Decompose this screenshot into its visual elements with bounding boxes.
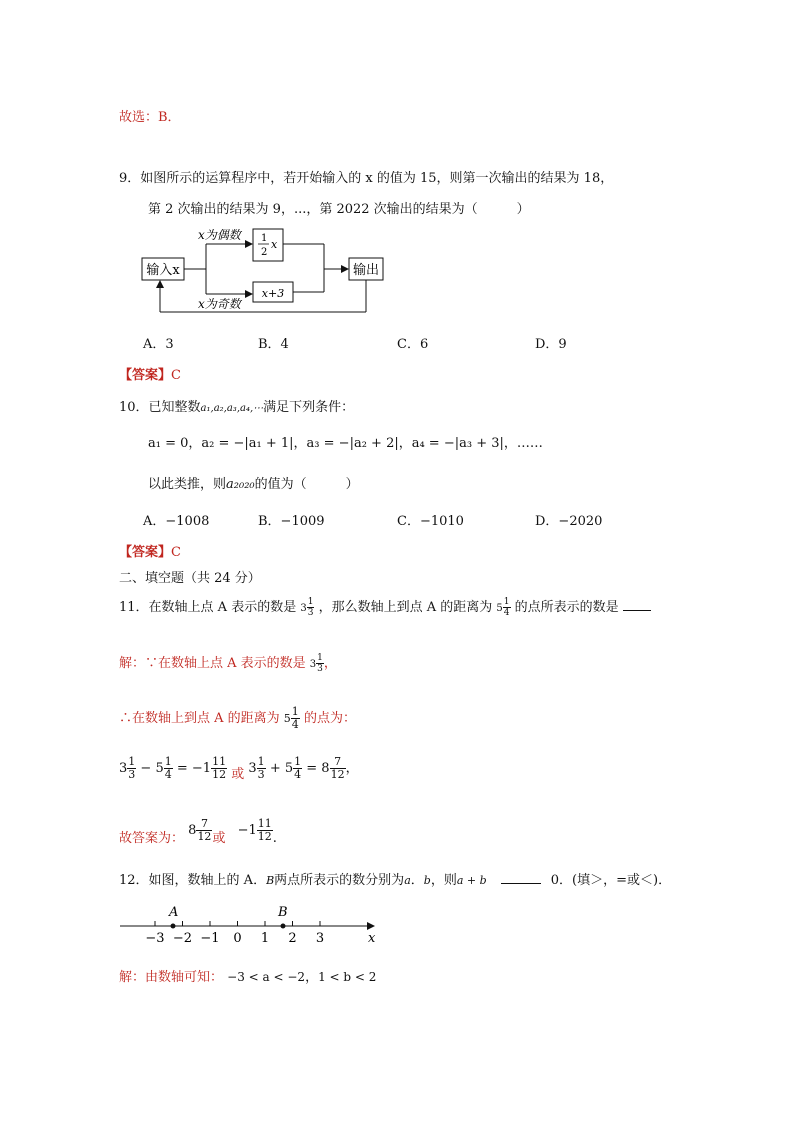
q12-then: ，则 [430, 873, 457, 888]
q9-stem-line2: 第 2 次输出的结果为 9，...，第 2022 次输出的结果为（ ） [148, 202, 530, 217]
mixed-3-1-3 [119, 756, 136, 781]
q11-calculation [119, 756, 359, 782]
q11-stem-head: 11．在数轴上点 A 表示的数是 [119, 600, 297, 615]
q10-line3-tail: 的值为（ ） [254, 477, 359, 492]
half-num: 1 [261, 233, 268, 244]
equals-eight: = 8 [306, 761, 330, 776]
whole: 3 [309, 659, 317, 670]
whole: 5 [496, 603, 503, 614]
q12-stem-mid: 两点所表示的数分别为 [274, 873, 405, 888]
q10-line3-head: 以此类推，则 [148, 477, 227, 492]
whole: 3 [119, 761, 128, 776]
q12-number-line [118, 900, 383, 948]
section-heading: 二、填空题（共 24 分） [119, 571, 261, 586]
numerator: 1 [307, 597, 314, 607]
sol-tail: 的点为： [303, 711, 356, 726]
axis-x-label: x [368, 931, 376, 946]
input-box-label: 输入x [146, 263, 180, 278]
half-var: x [271, 238, 278, 251]
q10-option-c: C．−1010 [397, 514, 464, 529]
minus-sign: − [140, 761, 152, 776]
mixed-3-1-3 [248, 756, 265, 781]
point-b [281, 924, 286, 929]
denominator: 4 [503, 608, 510, 618]
half-den: 2 [261, 247, 268, 258]
denominator: 4 [164, 768, 172, 781]
answer-blank [501, 883, 541, 884]
q9-option-b: B．4 [258, 337, 289, 352]
comma: ， [323, 656, 337, 671]
tick-label: 1 [260, 931, 270, 946]
q10-a2020: a₂₀₂₀ [226, 477, 255, 492]
denominator: 12 [257, 830, 272, 843]
q11-stem-tail: 的点所表示的数是 [514, 600, 619, 615]
whole: 5 [284, 761, 294, 776]
output-box-label: 输出 [352, 263, 380, 278]
odd-label: x为奇数 [198, 297, 241, 311]
q11-solution-line1 [119, 652, 337, 674]
or-word: 或 [231, 767, 245, 782]
numerator: 11 [257, 817, 272, 830]
q10-stem-head: 10．已知整数 [119, 400, 201, 415]
comma: ， [345, 761, 359, 776]
tick-label: 2 [288, 931, 297, 946]
tick-label: −2 [172, 931, 193, 946]
mixed-number-d [496, 597, 510, 618]
denominator: 3 [257, 768, 265, 781]
b-letter: B [266, 874, 275, 887]
sol-head: 解：由数轴可知： [119, 970, 224, 985]
plus3-label: x+3 [261, 287, 285, 300]
point-a-label: A [169, 905, 179, 920]
tick-label: −1 [200, 931, 220, 946]
q12-stem [119, 869, 671, 888]
q10-answer [119, 541, 181, 560]
denominator: 3 [307, 608, 314, 618]
q9-flow-diagram [138, 224, 388, 319]
numerator: 1 [164, 755, 172, 768]
answer-bracket: 【答案】 [119, 368, 172, 383]
numerator: 1 [257, 755, 265, 768]
mixed-number-d [284, 706, 300, 731]
denominator: 12 [330, 768, 345, 781]
numerator: 11 [212, 755, 227, 768]
answer-value: C [171, 368, 181, 383]
answer-blank [623, 610, 651, 611]
tick-label: 3 [315, 931, 325, 946]
var-b: b [423, 874, 431, 887]
inequality-b: 1 < b < 2 [318, 970, 377, 984]
sol-head: ∴在数轴上到点 A 的距离为 [119, 711, 280, 726]
mixed-number-a [300, 597, 314, 618]
whole: 3 [300, 603, 307, 614]
whole: 5 [155, 761, 164, 776]
q11-stem [119, 596, 651, 618]
q10-formula: a₁ = 0，a₂ = −|a₁ + 1|，a₃ = −|a₂ + 2|，a₄ = −|a₃ + 3|，…… [148, 436, 543, 451]
point-b-label: B [278, 905, 288, 920]
separator: ． [410, 873, 424, 888]
q10-stem-tail: 满足下列条件： [263, 400, 355, 415]
q11-final-answer [119, 818, 277, 846]
half-box [253, 229, 283, 261]
inequality-a: −3 < a < −2 [227, 970, 306, 984]
separator: ， [305, 970, 319, 985]
mixed-5-1-4 [285, 756, 302, 781]
denominator: 3 [128, 768, 136, 781]
numerator: 7 [330, 756, 346, 769]
q10-stem-line3 [148, 473, 359, 492]
previous-conclusion: 故选：B． [119, 110, 181, 125]
numerator: 1 [291, 705, 299, 718]
answer-bracket: 【答案】 [119, 545, 172, 560]
numerator: 1 [128, 755, 136, 768]
q12-solution [119, 966, 376, 985]
q9-option-c: C．6 [397, 337, 429, 352]
q11-stem-mid: ，那么数轴上到点 A 的距离为 [318, 600, 493, 615]
sol-head: 解：∵在数轴上点 A 表示的数是 [119, 656, 306, 671]
q9-option-a: A．3 [143, 337, 174, 352]
denominator: 12 [197, 830, 212, 843]
denominator: 4 [291, 718, 299, 731]
q10-sequence: a₁,a₂,a₃,a₄,⋯ [200, 403, 264, 414]
q12-stem-head: 12．如图，数轴上的 A． [119, 873, 267, 888]
q10-option-b: B．−1009 [258, 514, 325, 529]
equals-neg-one: = −1 [176, 761, 212, 776]
q9-stem-line1: 9．如图所示的运算程序中，若开始输入的 x 的值为 15，则第一次输出的结果为 18， [119, 171, 614, 186]
tick-label: −3 [145, 931, 165, 946]
point-a [171, 924, 176, 929]
answer-head: 故答案为： [119, 831, 185, 846]
q9-answer [119, 364, 181, 383]
q9-option-d: D．9 [535, 337, 567, 352]
even-label: x为偶数 [198, 228, 241, 242]
numerator: 1 [294, 755, 302, 768]
whole: 5 [283, 712, 291, 725]
whole: 8 [188, 823, 197, 838]
whole: −1 [237, 823, 257, 838]
denominator: 3 [317, 664, 323, 674]
or-word: 或 [212, 831, 226, 846]
q10-stem-line1 [119, 396, 354, 415]
var-a: a [404, 874, 411, 887]
expr-a-plus-b: a + b [456, 874, 487, 887]
denominator: 4 [294, 768, 302, 781]
numerator: 1 [503, 597, 510, 607]
q11-solution-line2 [119, 706, 356, 731]
mixed-5-1-4 [155, 756, 172, 781]
tick-label: 0 [233, 931, 242, 946]
denominator: 12 [212, 768, 227, 781]
q10-option-a: A．−1008 [143, 514, 210, 529]
answer-value: C [171, 545, 181, 560]
plus-sign: + [269, 761, 281, 776]
whole: 3 [248, 761, 257, 776]
q12-stem-tail: 0．(填＞，=或＜)． [550, 873, 672, 888]
numerator: 7 [196, 818, 212, 831]
mixed-number-a [310, 653, 324, 674]
period: . [272, 831, 277, 846]
q10-option-d: D．−2020 [535, 514, 603, 529]
numerator: 1 [317, 653, 323, 663]
